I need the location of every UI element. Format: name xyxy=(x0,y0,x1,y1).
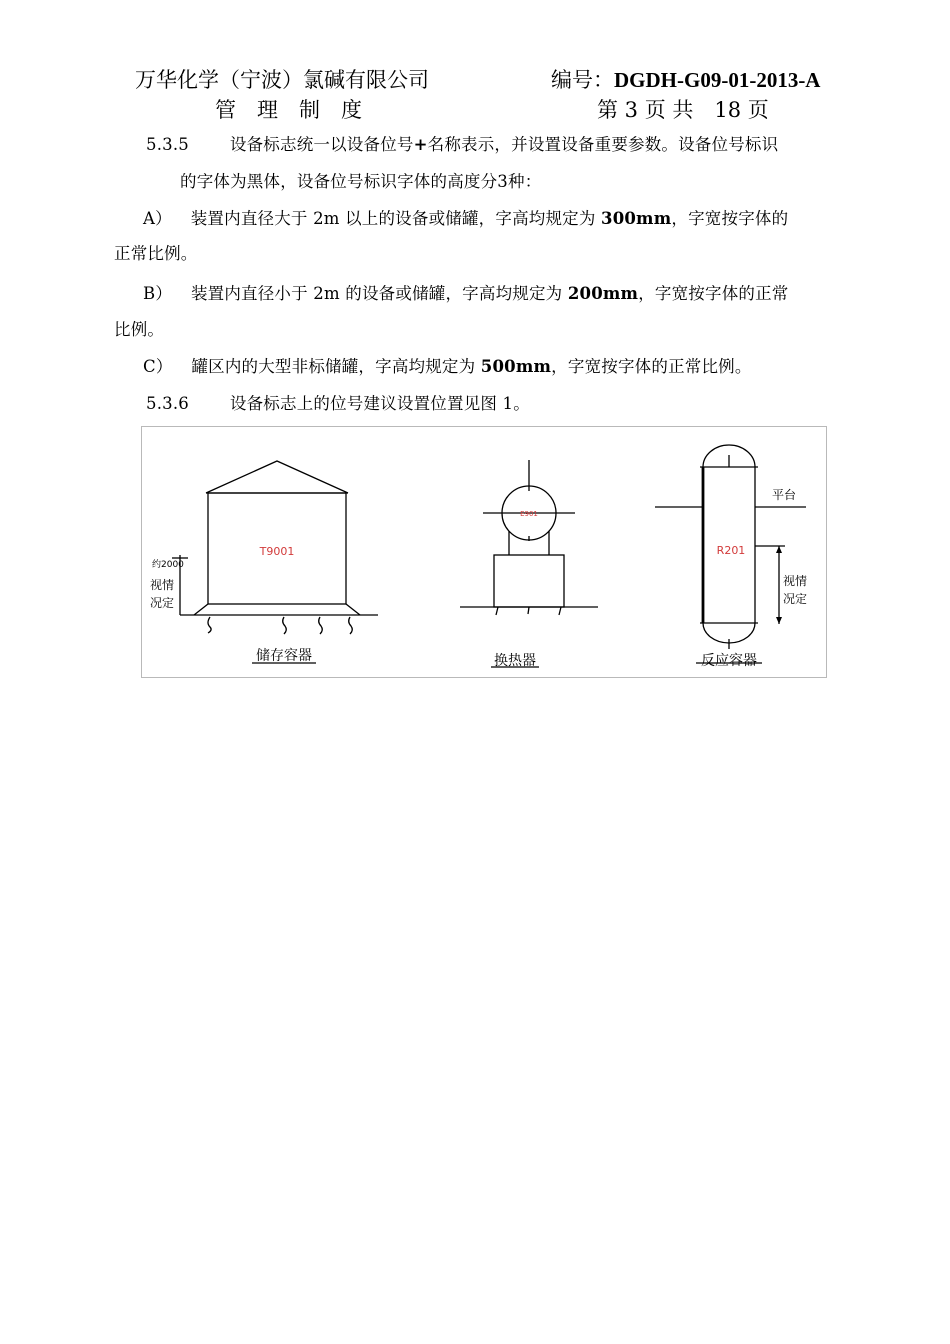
reactor-caption: 反应容器 xyxy=(701,653,757,669)
heat-exchanger-drawing xyxy=(460,460,598,667)
equipment-diagram xyxy=(142,427,828,679)
company-name: 万华化学（宁波）氯碱有限公司 xyxy=(135,68,429,92)
section-number: 5.3.5 xyxy=(146,135,189,154)
font-height-value: 200mm xyxy=(567,284,639,303)
tank-note-line2: 况定 xyxy=(150,596,175,610)
section-5-3-5 xyxy=(146,131,778,155)
page-info: 第 3 页 共 18 页 xyxy=(597,98,769,122)
paragraph-text: 设备标志统一以设备位号 xyxy=(229,135,414,154)
section-5-3-6 xyxy=(146,390,530,414)
figure-1 xyxy=(141,426,827,678)
document-number xyxy=(551,64,820,94)
paragraph-text: 装置内直径小于 2m 的设备或储罐，字高均规定为 xyxy=(190,284,568,303)
tank-caption: 储存容器 xyxy=(256,648,312,664)
tank-height-label: 约2000 xyxy=(152,560,184,570)
paragraph-text: 罐区内的大型非标储罐，字高均规定为 xyxy=(191,357,481,376)
tank-tag-label: T9001 xyxy=(259,545,295,558)
storage-tank-drawing xyxy=(172,461,378,663)
reactor-note-line1: 视情 xyxy=(783,574,808,588)
platform-label: 平台 xyxy=(772,488,797,502)
reactor-note-line2: 况定 xyxy=(783,592,808,606)
section-number: 5.3.6 xyxy=(146,394,189,413)
item-label: B） xyxy=(143,284,173,303)
item-a-line2: 正常比例。 xyxy=(114,244,198,263)
document-type: 管 理 制 度 xyxy=(215,98,362,122)
item-label: C） xyxy=(143,357,173,376)
tank-note-line1: 视情 xyxy=(150,578,175,592)
paragraph-text: 名称表示，并设置设备重要参数。设备位号标识 xyxy=(427,135,779,154)
paragraph-text: 设备标志上的位号建议设置位置见图 1。 xyxy=(229,394,530,413)
item-c xyxy=(143,353,752,377)
paragraph-text: ，字宽按字体的 xyxy=(671,209,789,228)
item-a xyxy=(143,205,788,229)
font-height-value: 500mm xyxy=(480,357,552,376)
paragraph-text: 装置内直径大于 2m 以上的设备或储罐，字高均规定为 xyxy=(190,209,602,228)
heat-exchanger-tag-label: E901 xyxy=(520,510,538,518)
item-b xyxy=(143,280,789,304)
font-height-value: 300mm xyxy=(601,209,672,228)
paragraph-text: ，字宽按字体的正常比例。 xyxy=(551,357,752,376)
paragraph-text: ，字宽按字体的正常 xyxy=(638,284,789,303)
section-5-3-5-line2: 的字体为黑体，设备位号标识字体的高度分3种： xyxy=(180,172,542,191)
document-number-label: 编号： xyxy=(551,68,614,92)
document-number-value: DGDH-G09-01-2013-A xyxy=(614,68,821,92)
heat-exchanger-caption: 换热器 xyxy=(494,653,536,669)
item-label: A） xyxy=(143,209,172,228)
item-b-line2: 比例。 xyxy=(114,320,165,339)
plus-sign: + xyxy=(413,135,428,154)
reactor-tag-label: R201 xyxy=(716,544,746,557)
